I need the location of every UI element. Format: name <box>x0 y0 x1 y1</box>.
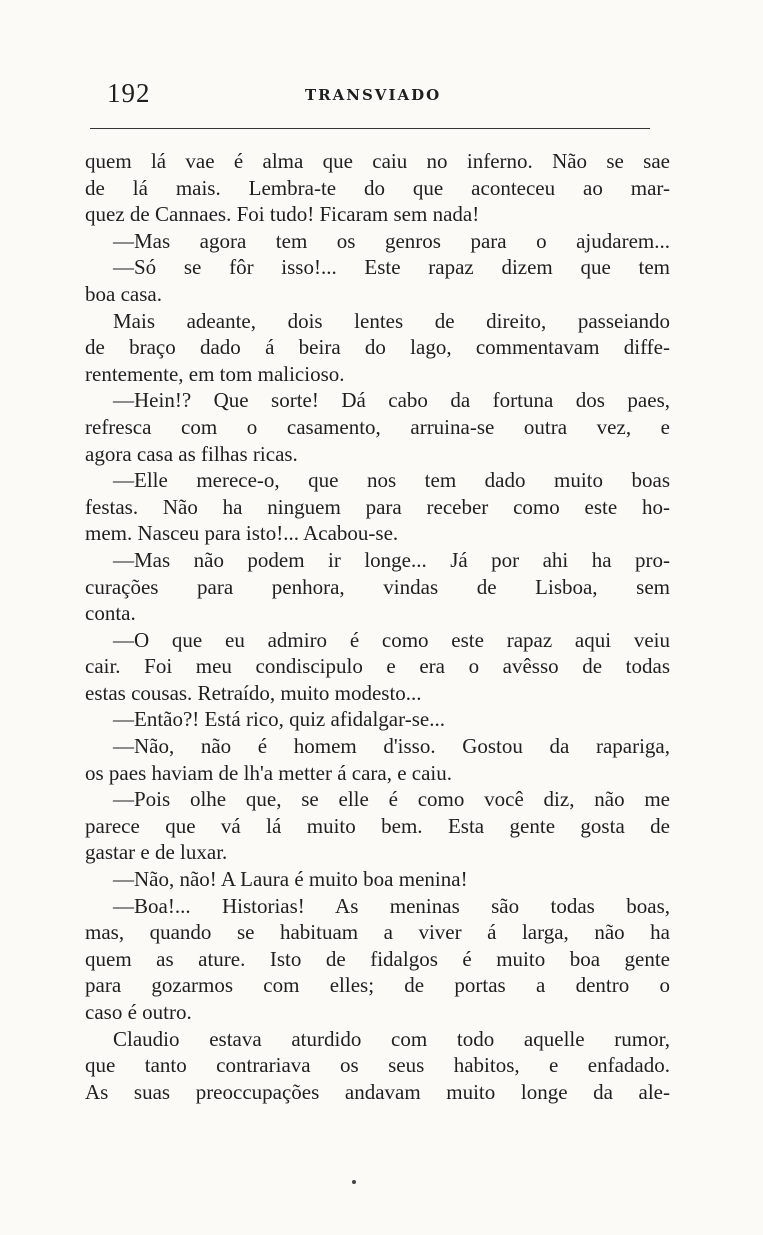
text-line: de braço dado á beira do lago, commentavam diffe- <box>85 335 670 360</box>
text-line: —Não, não! A Laura é muito boa menina! <box>113 867 468 892</box>
text-line: conta. <box>85 601 136 626</box>
print-speck <box>352 1180 356 1184</box>
text-line: cair. Foi meu condiscipulo e era o avêsso de todas <box>85 654 670 679</box>
text-line: Claudio estava aturdido com todo aquelle rumor, <box>113 1026 670 1051</box>
text-line: mas, quando se habituam a viver á larga, não ha <box>85 920 670 945</box>
text-line: rentemente, em tom malicioso. <box>85 361 345 386</box>
text-line: —Elle merece-o, que nos tem dado muito boas <box>113 468 670 493</box>
text-line: —Mas agora tem os genros para o ajudarem... <box>113 228 670 253</box>
text-line: de lá mais. Lembra-te do que aconteceu ao mar- <box>85 175 670 200</box>
text-line: —Só se fôr isso!... Este rapaz dizem que tem <box>113 255 670 280</box>
text-line: curações para penhora, vindas de Lisboa, sem <box>85 574 670 599</box>
text-line: —Mas não podem ir longe... Já por ahi ha pro- <box>113 547 670 572</box>
text-line: refresca com o casamento, arruina-se outra vez, e <box>85 414 670 439</box>
text-line: festas. Não ha ninguem para receber como este ho- <box>85 494 670 519</box>
text-line: —Hein!? Que sorte! Dá cabo da fortuna dos paes, <box>113 388 670 413</box>
text-line: Mais adeante, dois lentes de direito, passeiando <box>113 308 670 333</box>
text-line: —Então?! Está rico, quiz afidalgar-se... <box>113 707 445 732</box>
text-line: quez de Cannaes. Foi tudo! Ficaram sem nada! <box>85 202 480 227</box>
text-line: —Boa!... Historias! As meninas são todas boas, <box>113 893 670 918</box>
running-title: TRANSVIADO <box>305 86 442 104</box>
text-line: os paes haviam de lh'a metter á cara, e caiu. <box>85 760 453 785</box>
text-line: parece que vá lá muito bem. Esta gente gosta de <box>85 813 670 838</box>
body-text <box>85 148 670 1105</box>
text-line: para gozarmos com elles; de portas a dentro o <box>85 973 670 998</box>
page-number: 192 <box>107 78 151 108</box>
text-line: boa casa. <box>85 281 162 306</box>
text-line: estas cousas. Retraído, muito modesto... <box>85 680 422 705</box>
text-line: gastar e de luxar. <box>85 840 228 865</box>
header-rule <box>90 128 650 129</box>
text-line: —Não, não é homem d'isso. Gostou da rapariga, <box>113 734 670 759</box>
text-line: agora casa as filhas ricas. <box>85 441 298 466</box>
text-line: quem lá vae é alma que caiu no inferno. Não se sae <box>85 149 670 173</box>
text-line: —Pois olhe que, se elle é como você diz, não me <box>113 787 670 812</box>
text-line: que tanto contrariava os seus habitos, e enfadado. <box>85 1053 670 1078</box>
text-line: caso é outro. <box>85 1000 192 1024</box>
text-line: mem. Nasceu para isto!... Acabou-se. <box>85 521 399 546</box>
text-line: quem as ature. Isto de fidalgos é muito boa gente <box>85 946 670 971</box>
text-line: As suas preoccupações andavam muito longe da ale- <box>85 1079 670 1104</box>
text-line: —O que eu admiro é como este rapaz aqui veiu <box>113 627 670 652</box>
